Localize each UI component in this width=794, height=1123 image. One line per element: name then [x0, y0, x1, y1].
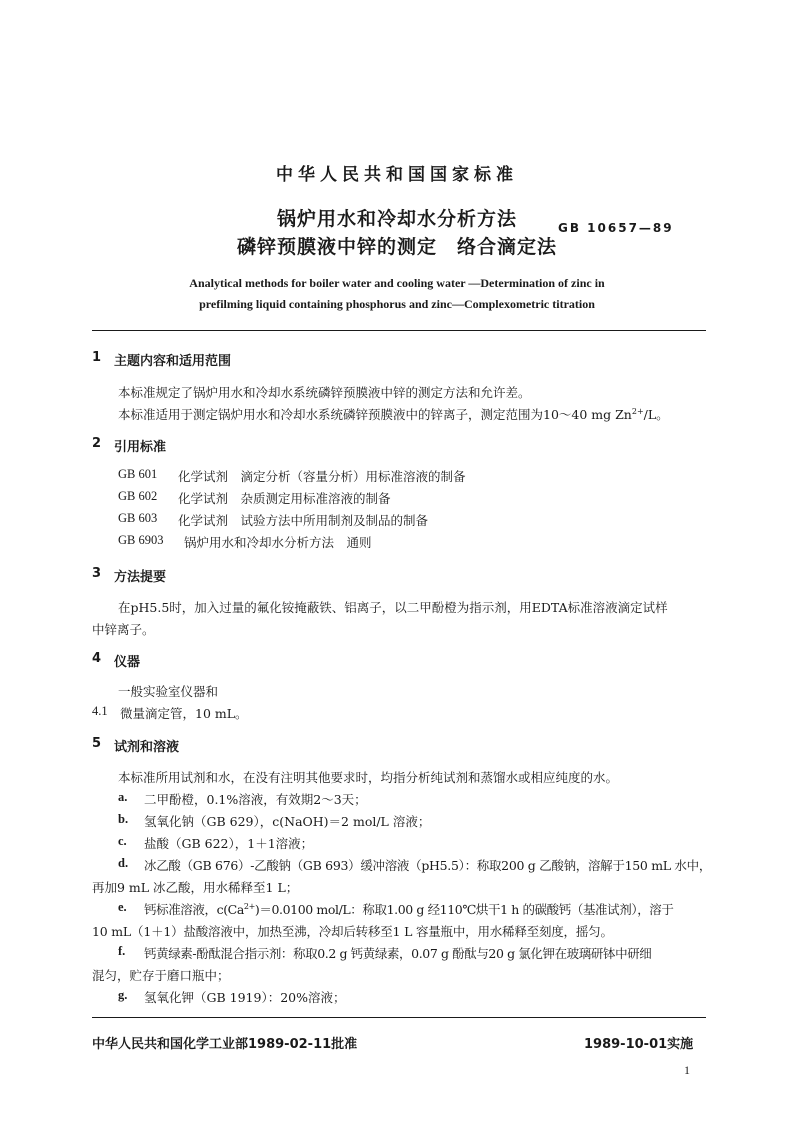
- item-text: 二甲酚橙，0.1%溶液，有效期2～3天；: [144, 792, 367, 807]
- document-title-line2: 磷锌预膜液中锌的测定 络合滴定法: [236, 236, 557, 258]
- section-5-intro: 本标准所用试剂和水，在没有注明其他要求时，均指分析纯试剂和蒸馏水或相应纯度的水。: [118, 770, 619, 785]
- item-number: 4.1: [92, 704, 108, 718]
- reagent-item-d-cont: 再加9 mL 冰乙酸，用水稀释至1 L；: [92, 880, 299, 895]
- section-4-item-4-1: [92, 704, 392, 722]
- section-4-para-1: 一般实验室仪器和: [118, 684, 219, 699]
- reference-text: 化学试剂 试验方法中所用制剂及制品的制备: [178, 513, 429, 528]
- section-number: 2: [92, 436, 102, 451]
- item-text: 氢氧化钠（GB 629），c(NaOH)＝2 mol/L 溶液；: [144, 814, 431, 829]
- item-text: 盐酸（GB 622），1＋1溶液；: [144, 836, 314, 851]
- section-title: 方法提要: [114, 570, 167, 585]
- reagent-item-e-cont: 10 mL（1＋1）盐酸溶液中，加热至沸，冷却后转移至1 L 容量瓶中，用水稀释至刻度，摇匀。: [92, 924, 613, 939]
- superscript: 2+: [631, 406, 644, 416]
- item-label: g.: [118, 988, 128, 1002]
- section-1-para-2: [118, 405, 669, 423]
- item-text: 氢氧化钾（GB 1919）：20%溶液；: [144, 990, 346, 1005]
- section-title: 主题内容和适用范围: [114, 354, 232, 369]
- reference-item: [118, 533, 678, 551]
- approval-line: 中华人民共和国化学工业部1989-02-11批准: [92, 1037, 358, 1052]
- reagent-item-f-cont: 混匀，贮存于磨口瓶中；: [92, 968, 230, 983]
- reagent-item-d: [118, 856, 712, 874]
- reference-code: GB 6903: [118, 533, 164, 547]
- reference-code: GB 601: [118, 467, 158, 481]
- reference-code: GB 602: [118, 489, 158, 503]
- item-text: 钙黄绿素-酚酞混合指示剂：称取0.2 g 钙黄绿素，0.07 g 酚酞与20 g 氯化钾在玻璃研钵中研细: [144, 946, 652, 961]
- reference-text: 锅炉用水和冷却水分析方法 通则: [184, 535, 372, 550]
- section-title: 仪器: [114, 655, 141, 670]
- item-text: 冰乙酸（GB 676）-乙酸钠（GB 693）缓冲溶液（pH5.5）：称取200 g 乙酸钠，溶解于150 mL 水中，: [144, 858, 712, 873]
- reagent-item-f: [118, 944, 708, 962]
- section-title: 引用标准: [114, 440, 167, 455]
- item-text-a: 钙标准溶液，c(Ca: [144, 902, 244, 917]
- reagent-item-b: [118, 812, 698, 830]
- superscript: 2+: [243, 901, 255, 911]
- national-standard-title: 中华人民共和国国家标准: [276, 165, 518, 185]
- implementation-date: 1989-10-01实施: [584, 1037, 694, 1052]
- reference-item: [118, 467, 678, 485]
- reference-item: [118, 511, 678, 529]
- para-text-tail: /L。: [643, 407, 669, 422]
- section-3-para-1: 在pH5.5时，加入过量的氟化铵掩蔽铁、铝离子，以二甲酚橙为指示剂，用EDTA标准溶液滴定试样: [118, 600, 668, 615]
- reagent-item-e: [118, 900, 708, 918]
- section-number: 4: [92, 651, 102, 666]
- document-title-line1: 锅炉用水和冷却水分析方法: [276, 208, 517, 230]
- section-number: 3: [92, 566, 102, 581]
- reference-text: 化学试剂 滴定分析（容量分析）用标准溶液的制备: [178, 469, 466, 484]
- item-text: 微量滴定管，10 mL。: [120, 706, 248, 721]
- english-title-line2: prefilming liquid containing phosphorus and zinc—Complexometric titration: [199, 297, 595, 311]
- reference-code: GB 603: [118, 511, 158, 525]
- item-label: a.: [118, 790, 128, 804]
- item-text-b: )＝0.0100 mol/L：称取1.00 g 经110℃烘干1 h 的碳酸钙（基准试剂），溶于: [254, 902, 674, 917]
- standard-code: GB 10657—89: [558, 221, 674, 235]
- section-number: 5: [92, 736, 102, 751]
- section-number: 1: [92, 350, 102, 365]
- reference-text: 化学试剂 杂质测定用标准溶液的制备: [178, 491, 391, 506]
- section-title: 试剂和溶液: [114, 740, 180, 755]
- item-label: d.: [118, 856, 129, 870]
- reagent-item-a: [118, 790, 698, 808]
- item-text: [144, 900, 674, 918]
- para-text: 本标准适用于测定锅炉用水和冷却水系统磷锌预膜液中的锌离子，测定范围为10～40 mg Zn: [118, 407, 632, 422]
- item-label: c.: [118, 834, 127, 848]
- reagent-item-g: [118, 988, 698, 1006]
- english-title-line1: Analytical methods for boiler water and cooling water —Determination of zinc in: [189, 276, 605, 290]
- reagent-item-c: [118, 834, 698, 852]
- page-number: 1: [684, 1063, 690, 1077]
- section-3-para-2: 中锌离子。: [92, 622, 155, 637]
- header-divider: [92, 330, 706, 331]
- item-label: e.: [118, 900, 127, 914]
- footer-divider: [92, 1017, 706, 1018]
- reference-item: [118, 489, 678, 507]
- section-1-para-1: 本标准规定了锅炉用水和冷却水系统磷锌预膜液中锌的测定方法和允许差。: [118, 385, 531, 400]
- item-label: b.: [118, 812, 129, 826]
- item-label: f.: [118, 944, 126, 958]
